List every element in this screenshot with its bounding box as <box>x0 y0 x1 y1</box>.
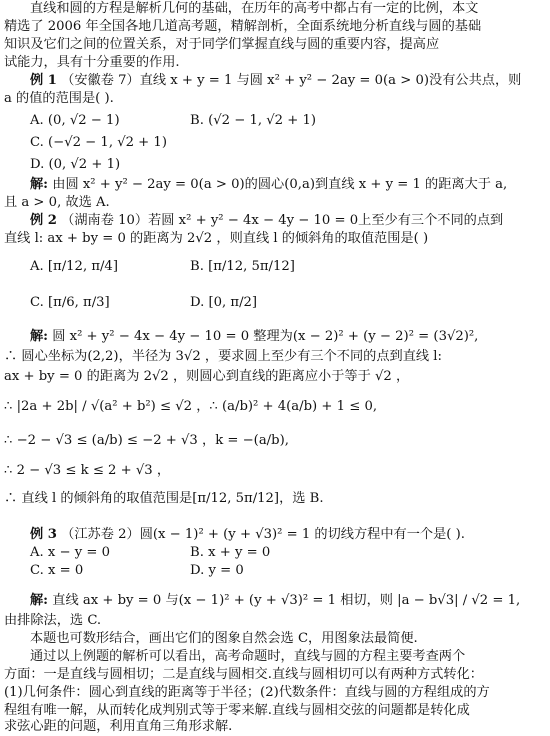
ex1-option-a: A. (0, √2 − 1) <box>30 113 120 128</box>
ex3-option-d: D. y = 0 <box>190 563 244 578</box>
ex1-title: 例 1 <box>30 73 57 88</box>
ex2-solution-line-3: ax + by = 0 的距离为 2√2 ，则圆心到直线的距离应小于等于 √2 ， <box>4 369 410 384</box>
ex2-solution-label: 解: <box>30 329 49 344</box>
ex3-option-b: B. x + y = 0 <box>190 545 271 560</box>
ex1-option-d: D. (0, √2 + 1) <box>30 157 121 172</box>
ex3-stem-text: 圆(x − 1)² + (y + √3)² = 1 的切线方程中有一个是( ). <box>139 527 465 542</box>
closing-line-6: 求弦心距的问题，利用直角三角形求解. <box>4 719 233 734</box>
ex1-option-b: B. (√2 − 1, √2 + 1) <box>190 113 316 128</box>
intro-line-4: 试能力，具有十分重要的作用. <box>4 55 180 70</box>
ex3-stem-line <box>30 526 465 544</box>
intro-line-2: 精选了 2006 年全国各地几道高考题，精解剖析，全面系统地分析直线与圆的基础 <box>4 19 482 34</box>
ex3-solution-line-2: 由排除法，选 C. <box>4 613 102 628</box>
ex3-title: 例 3 <box>30 527 57 542</box>
ex3-option-a: A. x − y = 0 <box>30 545 111 560</box>
ex2-option-b: B. [π/12, 5π/12] <box>190 259 295 274</box>
ex1-option-c: C. (−√2 − 1, √2 + 1) <box>30 135 167 150</box>
intro-line-1: 直线和圆的方程是解析几何的基础，在历年的高考中都占有一定的比例，本文 <box>30 1 479 16</box>
ex3-solution-text-1: 直线 ax + by = 0 与(x − 1)² + (y + √3)² = 1 相切，则 |a − b√3| / √2 = 1, <box>52 593 521 608</box>
ex2-stem-text-1: 若圆 x² + y² − 4x − 4y − 10 = 0上至少有三个不同的点到 <box>148 213 504 228</box>
ex3-solution-line-1 <box>30 592 520 610</box>
ex2-option-a: A. [π/12, π/4] <box>30 259 118 274</box>
ex1-solution-label: 解: <box>30 177 49 192</box>
ex3-option-c: C. x = 0 <box>30 563 84 578</box>
ex1-stem-line-2: a 的值的范围是( ). <box>4 91 114 106</box>
ex2-option-c: C. [π/6, π/3] <box>30 295 110 310</box>
ex2-solution-line-7: ∴ 直线 l 的倾斜角的取值范围是[π/12, 5π/12]，选 B. <box>4 491 324 506</box>
ex2-solution-line-5: ∴ −2 − √3 ≤ (a/b) ≤ −2 + √3 ，k = −(a/b), <box>4 433 289 448</box>
ex2-source: （湖南卷 10） <box>61 213 149 228</box>
ex2-solution-line-1 <box>30 328 478 346</box>
closing-line-2: 通过以上例题的解析可以看出，高考命题时，直线与圆的方程主要考查两个 <box>30 649 466 664</box>
ex2-solution-line-6: ∴ 2 − √3 ≤ k ≤ 2 + √3 ， <box>4 463 171 478</box>
closing-line-3: 方面：一是直线与圆相切；二是直线与圆相交.直线与圆相切可以有两种方式转化： <box>4 667 483 682</box>
ex3-source: （江苏卷 2） <box>61 527 140 542</box>
ex1-stem-line-1 <box>30 72 521 90</box>
ex1-solution-line-2: 且 a > 0, 故选 A. <box>4 195 110 210</box>
closing-line-4: (1)几何条件：圆心到直线的距离等于半径；(2)代数条件：直线与圆的方程组成的方 <box>4 685 490 700</box>
closing-line-5: 程组有唯一解，从而转化成判别式等于零来解.直线与圆相交弦的问题都是转化成 <box>4 703 470 718</box>
closing-line-1: 本题也可数形结合，画出它们的图象自然会选 C，用图象法最简便. <box>30 631 418 646</box>
ex1-solution-line-1 <box>30 176 507 194</box>
ex3-solution-label: 解: <box>30 593 49 608</box>
ex2-solution-text-1: 圆 x² + y² − 4x − 4y − 10 = 0 整理为(x − 2)² + (y − 2)² = (3√2)², <box>52 329 479 344</box>
ex1-source: （安徽卷 7） <box>61 73 140 88</box>
ex2-title: 例 2 <box>30 213 57 228</box>
ex1-solution-text-1: 由圆 x² + y² − 2ay = 0(a > 0)的圆心(0,a)到直线 x + y = 1 的距离大于 a, <box>52 177 508 192</box>
ex2-stem-line-2: 直线 l: ax + by = 0 的距离为 2√2 ，则直线 l 的倾斜角的取值范围是( ) <box>4 231 429 246</box>
ex2-option-d: D. [0, π/2] <box>190 295 258 310</box>
ex2-solution-line-4: ∴ |2a + 2b| / √(a² + b²) ≤ √2 ，∴ (a/b)² + 4(a/b) + 1 ≤ 0, <box>4 399 378 414</box>
ex2-stem-line-1 <box>30 212 503 230</box>
ex2-solution-line-2: ∴ 圆心坐标为(2,2)，半径为 3√2 ，要求圆上至少有三个不同的点到直线 l: <box>4 349 442 364</box>
ex1-stem-text-1: 直线 x + y = 1 与圆 x² + y² − 2ay = 0(a > 0)没有公共点，则 <box>139 73 522 88</box>
intro-line-3: 知识及它们之间的位置关系，对于同学们掌握直线与圆的重要内容，提高应 <box>4 37 440 52</box>
